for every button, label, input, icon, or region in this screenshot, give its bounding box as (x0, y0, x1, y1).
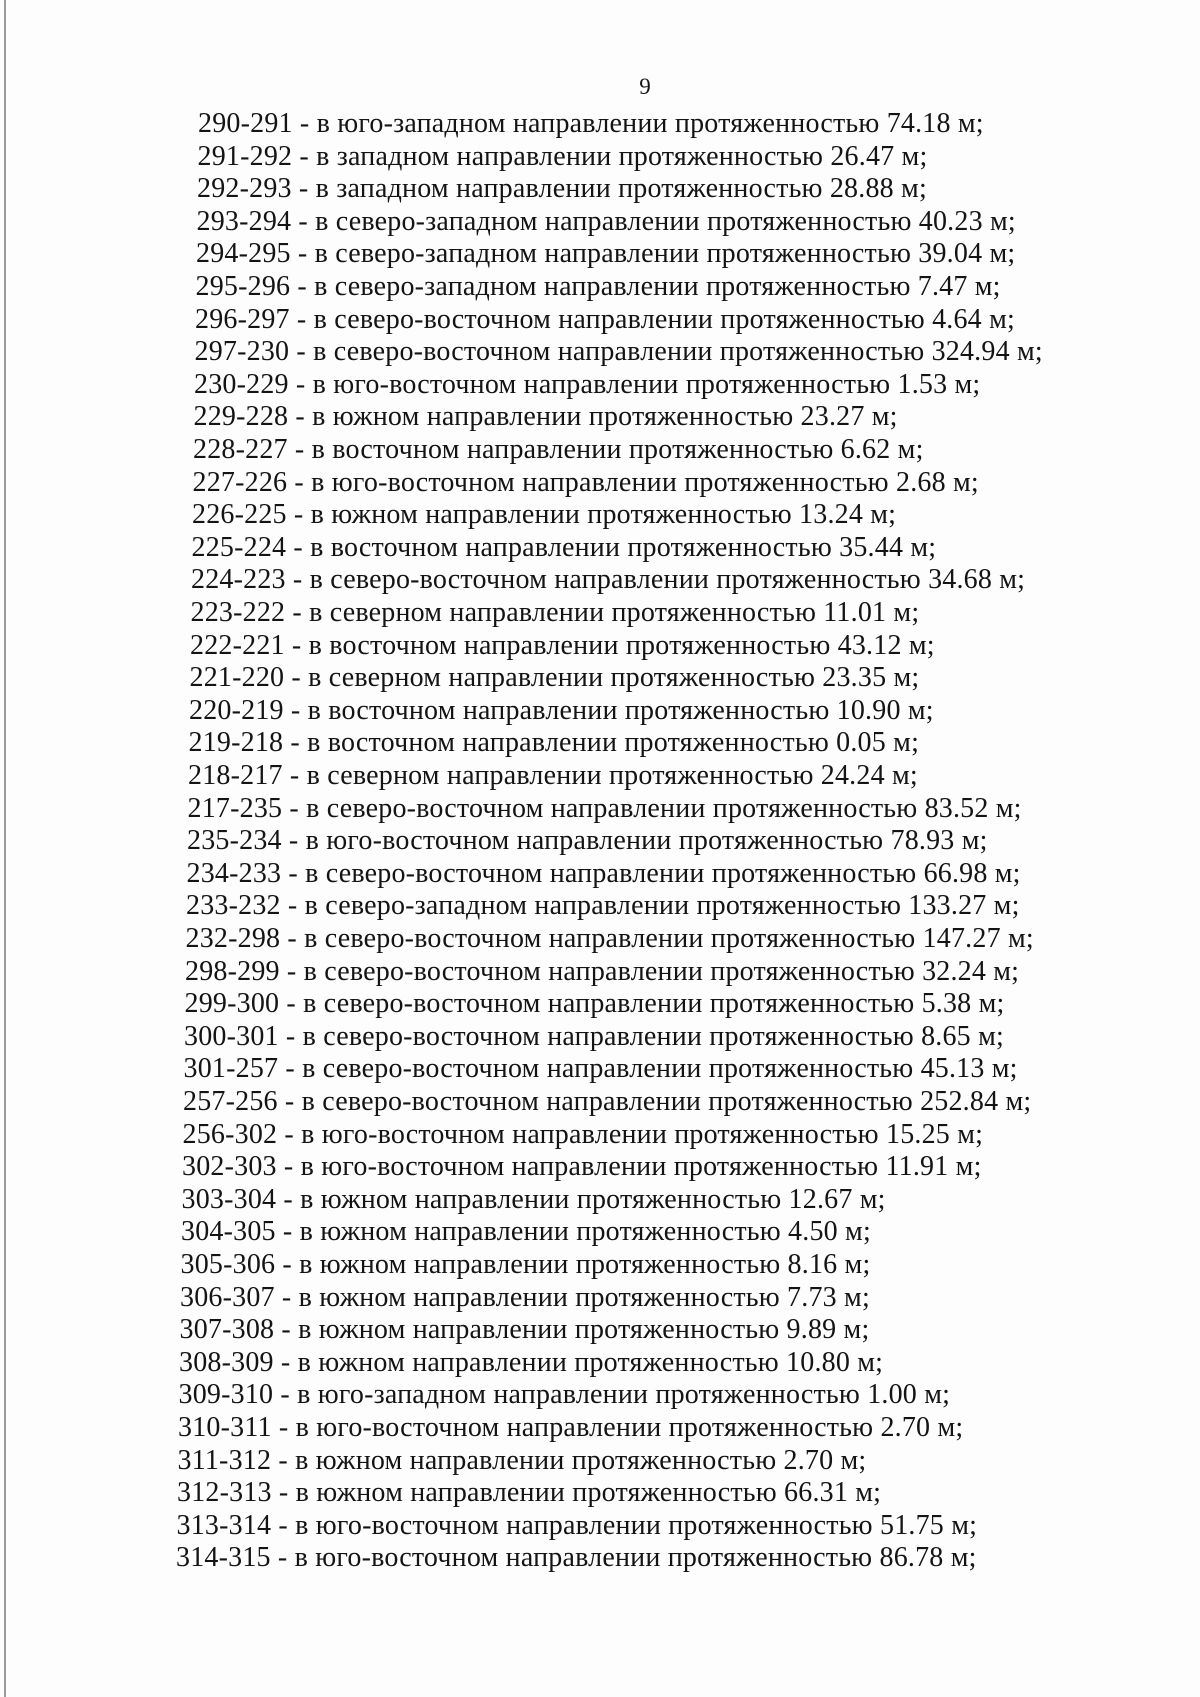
segment-line (191, 597, 920, 629)
segment-line (189, 727, 920, 759)
segment-line (180, 1282, 870, 1314)
segment-line (178, 1412, 963, 1444)
segment-line (193, 434, 924, 466)
segment-line (185, 956, 1019, 988)
segment-text: 294-295 - в северо-западном направлении протяженностью 39.04 м; (196, 238, 1016, 270)
segment-text: 230-229 - в юго-восточном направлении протяженностью 1.53 м; (194, 368, 981, 400)
segment-text: 313-314 - в юго-восточном направлении протяженностью 51.75 м; (176, 1509, 978, 1541)
segment-text: 224-223 - в северо-восточном направлении протяженностью 34.68 м; (191, 564, 1026, 596)
segment-text: 307-308 - в южном направлении протяженностью 9.89 м; (179, 1314, 870, 1346)
segment-text: 292-293 - в западном направлении протяженностью 28.88 м; (197, 173, 927, 205)
segment-text: 296-297 - в северо-восточном направлении протяженностью 4.64 м; (195, 303, 1015, 335)
segment-text: 311-312 - в южном направлении протяженностью 2.70 м; (177, 1444, 867, 1476)
segment-text: 310-311 - в юго-восточном направлении протяженностью 2.70 м; (178, 1412, 964, 1443)
segment-line (197, 206, 1016, 238)
segment-line (179, 1379, 951, 1411)
segment-line (194, 369, 980, 401)
segment-line (183, 1086, 1031, 1118)
segment-text: 219-218 - в восточном направлении протяженностью 0.05 м; (188, 727, 920, 759)
segment-line (196, 238, 1015, 270)
scan-edge-line (4, 0, 6, 1697)
segment-line (178, 1445, 867, 1477)
segment-text: 218-217 - в северном направлении протяженностью 24.24 м; (188, 760, 918, 791)
segment-text: 235-234 - в юго-восточном направлении протяженностью 78.93 м; (187, 825, 988, 857)
segment-text: 309-310 - в юго-западном направлении протяженностью 1.00 м; (178, 1379, 951, 1411)
segment-text: 308-309 - в южном направлении протяженностью 10.80 м; (179, 1346, 884, 1378)
segment-line (185, 988, 1005, 1020)
segment-line (187, 825, 988, 857)
segment-text: 256-302 - в юго-восточном направлении протяженностью 15.25 м; (182, 1118, 984, 1150)
segment-text: 290-291 - в юго-западном направлении протяженностью 74.18 м; (198, 108, 984, 139)
segment-line (198, 141, 928, 173)
segment-line (183, 1119, 984, 1151)
segment-text: 303-304 - в южном направлении протяженностью 12.67 м; (181, 1183, 886, 1215)
segment-line (190, 630, 935, 662)
segment-line (186, 923, 1034, 955)
segment-text: 234-233 - в северо-восточном направлении протяженностью 66.98 м; (186, 857, 1021, 889)
segment-text: 221-220 - в северном направлении протяженностью 23.35 м; (189, 662, 920, 694)
segment-text: 257-256 - в северо-восточном направлении протяженностью 252.84 м; (183, 1086, 1032, 1117)
segment-text: 223-222 - в северном направлении протяженностью 11.01 м; (190, 597, 920, 628)
segment-line (191, 564, 1025, 596)
segment-line (177, 1477, 881, 1509)
segment-line (189, 695, 934, 727)
segment-text: 297-230 - в северо-восточном направлении протяженностью 324.94 м; (194, 336, 1043, 368)
segment-text: 220-219 - в восточном направлении протяженностью 10.90 м; (189, 694, 934, 726)
segment-text: 300-301 - в северо-восточном направлении протяженностью 8.65 м; (184, 1020, 1004, 1052)
segment-line (177, 1510, 978, 1542)
segment-line (182, 1151, 982, 1183)
segment-text: 226-225 - в южном направлении протяженностью 13.24 м; (192, 499, 897, 531)
segment-text: 298-299 - в северо-восточном направлении протяженностью 32.24 м; (185, 955, 1020, 987)
segment-line (197, 173, 927, 205)
segment-text: 306-307 - в южном направлении протяженностью 7.73 м; (180, 1281, 870, 1313)
segment-text: 302-303 - в юго-восточном направлении протяженностью 11.91 м; (182, 1151, 982, 1183)
segment-line (195, 336, 1043, 368)
segment-line (192, 499, 896, 531)
segment-text: 225-224 - в восточном направлении протяженностью 35.44 м; (191, 531, 937, 563)
segment-line (180, 1314, 870, 1346)
segment-line (181, 1249, 871, 1281)
segment-line (195, 304, 1015, 336)
segment-line (192, 532, 937, 564)
segment-line (181, 1216, 871, 1248)
segment-line (176, 1542, 977, 1574)
segment-line (188, 793, 1022, 825)
segment-line (188, 760, 918, 792)
segment-line (194, 401, 898, 433)
segment-text: 222-221 - в восточном направлении протяженностью 43.12 м; (190, 629, 935, 661)
segment-text: 312-313 - в южном направлении протяженностью 66.31 м; (177, 1477, 882, 1509)
segment-text: 305-306 - в южном направлении протяженностью 8.16 м; (180, 1249, 871, 1280)
segment-text: 301-257 - в северо-восточном направлении протяженностью 45.13 м; (183, 1053, 1018, 1085)
segment-text: 227-226 - в юго-восточном направлении протяженностью 2.68 м; (192, 466, 979, 498)
segment-text: 304-305 - в южном направлении протяженностью 4.50 м; (181, 1216, 871, 1248)
segment-line (196, 271, 1001, 303)
segment-line (184, 1053, 1018, 1085)
segment-text: 299-300 - в северо-восточном направлении протяженностью 5.38 м; (184, 988, 1005, 1020)
segment-line (186, 890, 1020, 922)
segment-text: 291-292 - в западном направлении протяженностью 26.47 м; (197, 140, 928, 172)
page-number: 9 (639, 74, 651, 99)
segment-text: 229-228 - в южном направлении протяженностью 23.27 м; (193, 401, 898, 433)
segment-line (198, 108, 984, 140)
segment-text: 233-232 - в северо-западном направлении протяженностью 133.27 м; (186, 890, 1020, 922)
segment-text: 295-296 - в северо-западном направлении протяженностью 7.47 м; (195, 271, 1001, 302)
segment-text: 228-227 - в восточном направлении протяженностью 6.62 м; (193, 434, 924, 465)
segment-text: 314-315 - в юго-восточном направлении протяженностью 86.78 м; (176, 1542, 977, 1574)
segment-line (193, 467, 979, 499)
segment-line (182, 1184, 886, 1216)
segment-line (179, 1347, 883, 1379)
segment-line (184, 1021, 1004, 1053)
segment-text: 217-235 - в северо-восточном направлении протяженностью 83.52 м; (187, 792, 1022, 824)
segment-text: 232-298 - в северо-восточном направлении протяженностью 147.27 м; (185, 923, 1034, 954)
segment-text: 293-294 - в северо-западном направлении протяженностью 40.23 м; (196, 205, 1016, 237)
segment-line (190, 662, 920, 694)
segment-line (187, 858, 1021, 890)
